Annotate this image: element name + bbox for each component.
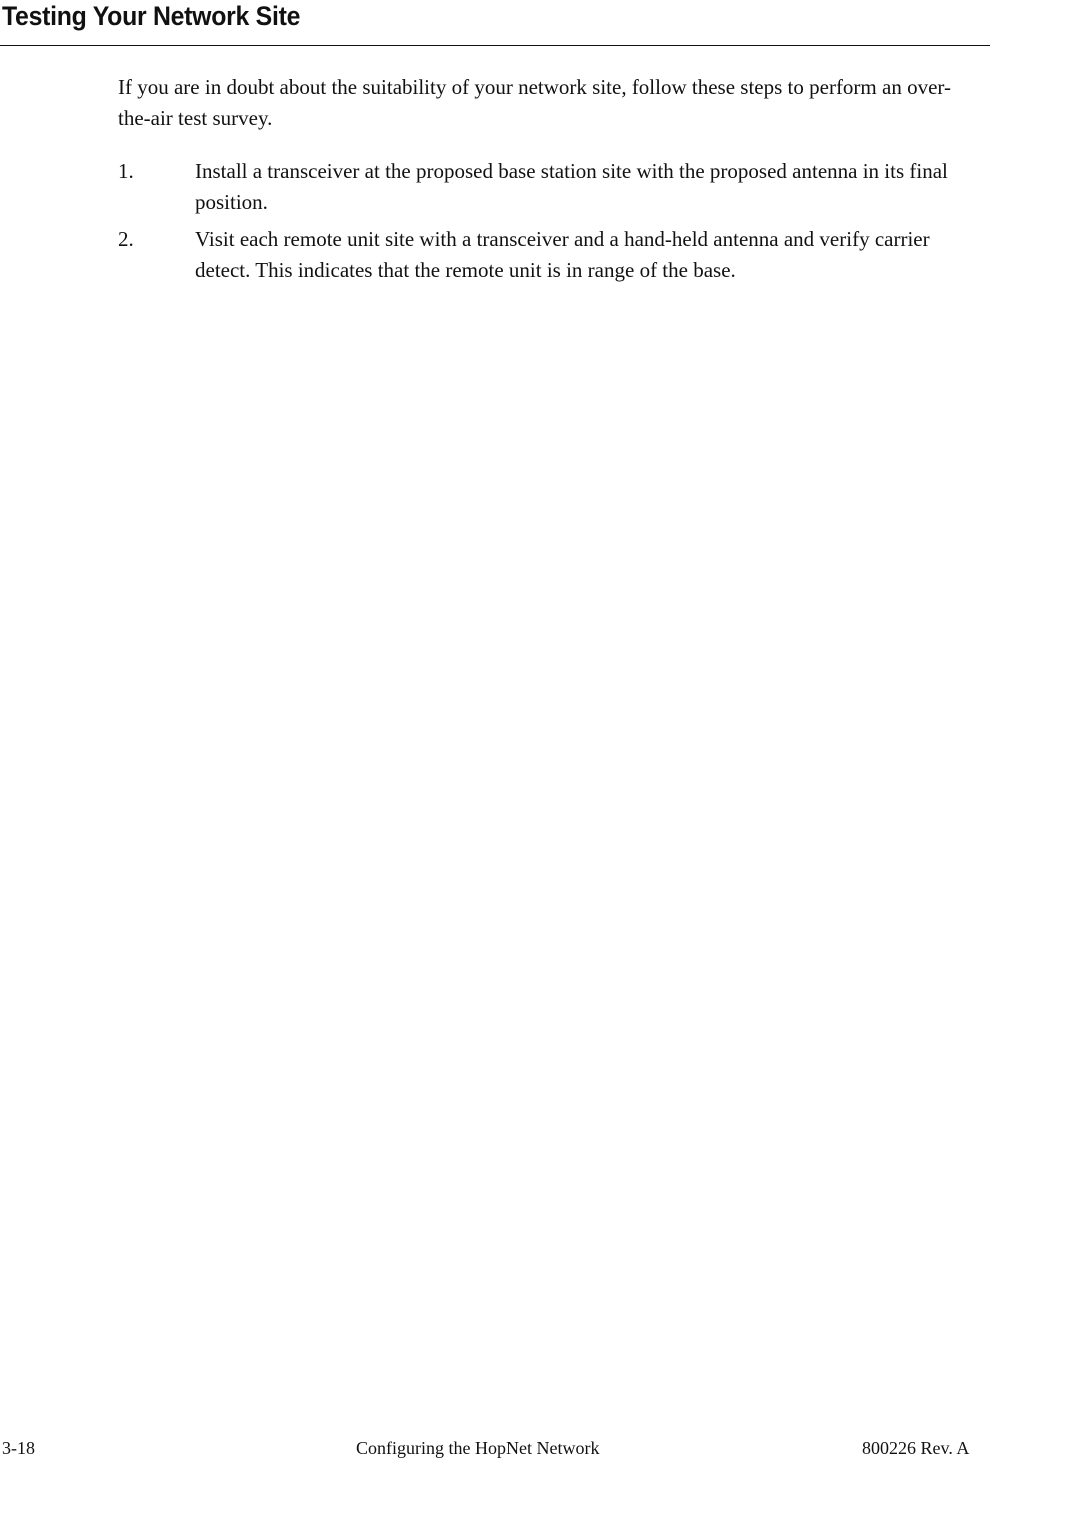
intro-paragraph: If you are in doubt about the suitability of your network site, follow these steps to perform an over-the-air test survey. bbox=[118, 75, 951, 130]
step-text: Install a transceiver at the proposed base station site with the proposed antenna in its final position. bbox=[195, 159, 948, 214]
step-item bbox=[118, 156, 968, 218]
step-text: Visit each remote unit site with a transceiver and a hand-held antenna and verify carrier detect. This indicates that the remote unit is in range of the base. bbox=[195, 227, 930, 282]
step-item bbox=[118, 224, 968, 286]
title-rule bbox=[0, 45, 990, 46]
steps-list bbox=[118, 156, 968, 292]
section-title: Testing Your Network Site bbox=[2, 1, 301, 31]
step-number: 1. bbox=[118, 159, 134, 183]
page-number: 3-18 bbox=[2, 1438, 35, 1458]
document-revision: 800226 Rev. A bbox=[862, 1438, 970, 1458]
chapter-title: Configuring the HopNet Network bbox=[356, 1438, 600, 1458]
step-number: 2. bbox=[118, 227, 134, 251]
